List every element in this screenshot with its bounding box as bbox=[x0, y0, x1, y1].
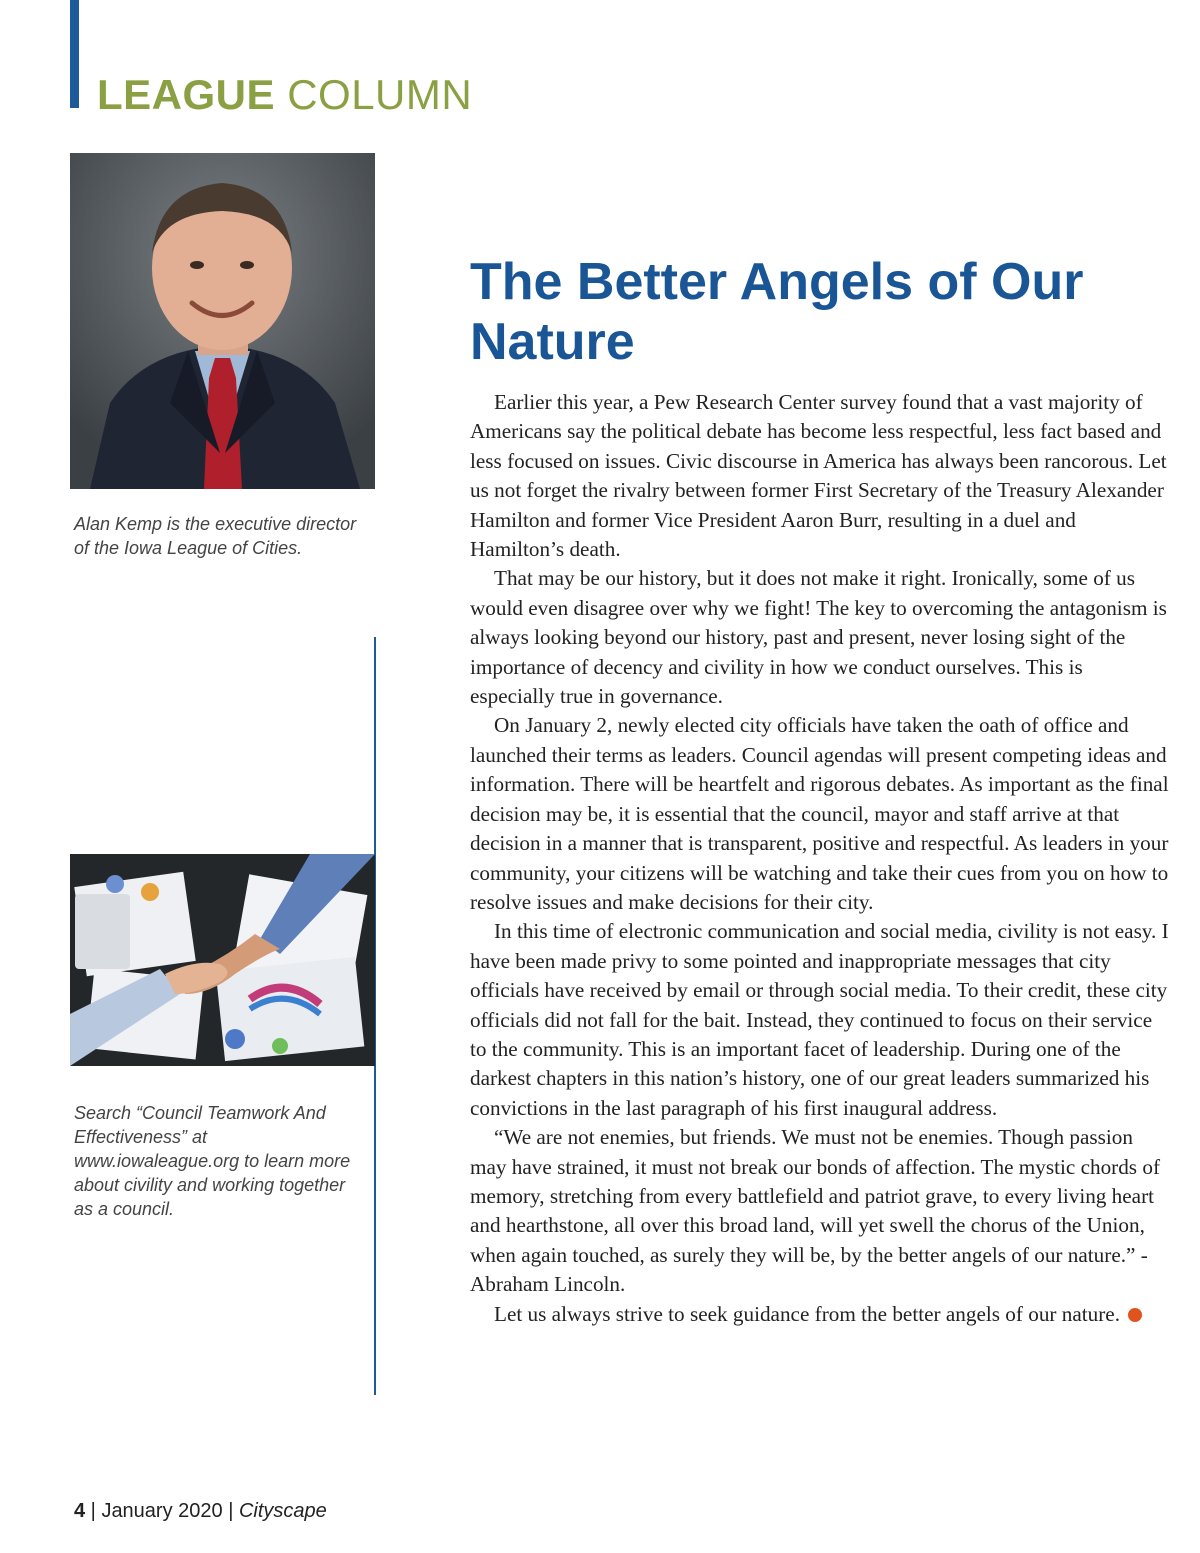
handshake-photo bbox=[70, 854, 375, 1066]
section-heading-bold: LEAGUE bbox=[97, 71, 276, 118]
page-number: 4 bbox=[74, 1500, 86, 1522]
page-footer: 4 | January 2020 | Cityscape bbox=[74, 1500, 327, 1522]
publication-name: Cityscape bbox=[238, 1500, 327, 1522]
article-paragraph: That may be our history, but it does not make it right. Ironically, some of us would even disagree over why we fight! The key to overcoming the antagonism is always looking beyond our history, past and present, never losing sight of the importance of decency and civility in how we conduct ourselves. This is especially true in governance. bbox=[470, 566, 1167, 709]
handshake-illustration bbox=[70, 854, 375, 1066]
author-caption: Alan Kemp is the executive director of the Iowa League of Cities. bbox=[74, 514, 357, 558]
section-heading-light: COLUMN bbox=[287, 71, 473, 118]
article-body bbox=[470, 388, 1170, 1329]
article-paragraph: On January 2, newly elected city officials have taken the oath of office and launched their terms as leaders. Council agendas will present competing ideas and information. There will be heartfelt and rigorous debates. As important as the final decision may be, it is essential that the council, mayor and staff arrive at that decision in a manner that is transparent, positive and respectful. As leaders in your community, your citizens will be watching and take their cues from you on how to resolve issues and make decisions for their city. bbox=[470, 713, 1169, 914]
article-paragraph: “We are not enemies, but friends. We must not be enemies. Though passion may have strained, it must not break our bonds of affection. The mystic chords of memory, stretching from every battlefield and patriot grave, to every living heart and hearthstone, all over this broad land, will yet swell the chorus of the Union, when again touched, as surely they will be, by the better angels of our nature.” - Abraham Lincoln. bbox=[470, 1125, 1161, 1297]
article-paragraph-last bbox=[470, 1300, 1170, 1329]
article-closing-text: Let us always strive to seek guidance from the better angels of our nature. bbox=[494, 1301, 1120, 1326]
article-paragraph: Earlier this year, a Pew Research Center survey found that a vast majority of Americans say the political debate has become less respectful, less fact based and less focused on issues. Civic discourse in America has always been rancorous. Let us not forget the rivalry between former First Secretary of the Treasury Alexander Hamilton and former Vice President Aaron Burr, resulting in a duel and Hamilton’s death. bbox=[470, 390, 1167, 562]
author-portrait-photo bbox=[70, 153, 375, 489]
end-of-article-dot-icon bbox=[1128, 1308, 1142, 1322]
article-title: The Better Angels of Our Nature bbox=[470, 253, 1084, 371]
resource-caption: Search “Council Teamwork And Effectiveness” at www.iowaleague.org to learn more about civility and working together as a council. bbox=[74, 1103, 351, 1219]
section-heading bbox=[97, 70, 472, 120]
article-paragraph: In this time of electronic communication and social media, civility is not easy. I have been made privy to some pointed and inappropriate messages that city officials have received by email or through social media. To their credit, these city officials did not fall for the bait. Instead, they continued to focus on their service to the community. This is an important facet of leadership. During one of the darkest chapters in this nation’s history, one of our great leaders summarized his convictions in the last paragraph of his first inaugural address. bbox=[470, 919, 1169, 1120]
issue-date: January 2020 bbox=[101, 1500, 223, 1522]
section-accent-bar bbox=[70, 0, 79, 108]
portrait-illustration bbox=[70, 153, 375, 489]
